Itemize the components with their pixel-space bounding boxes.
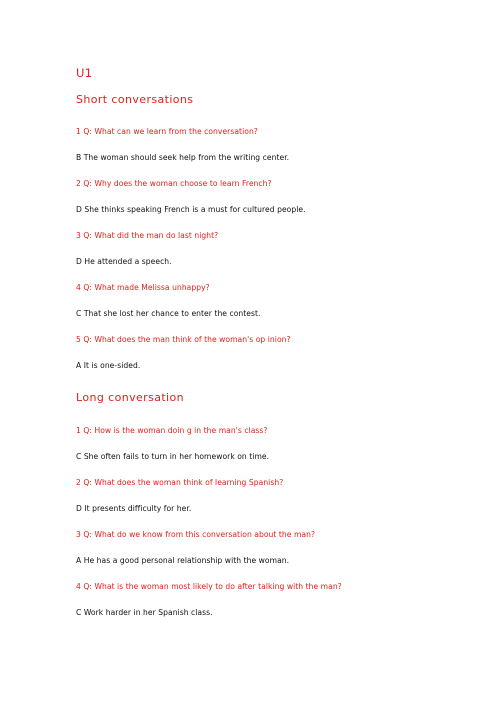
unit-title: U1 — [76, 66, 93, 80]
section-heading-short: Short conversations — [76, 93, 194, 106]
question-text: 4 Q: What is the woman most likely to do after talking with the man? — [76, 582, 342, 591]
answer-text: D It presents difficulty for her. — [76, 504, 192, 513]
question-text: 5 Q: What does the man think of the woman's op inion? — [76, 335, 291, 344]
question-text: 3 Q: What did the man do last night? — [76, 231, 219, 240]
section-heading-long: Long conversation — [76, 391, 185, 404]
question-text: 1 Q: How is the woman doin g in the man's class? — [76, 426, 268, 435]
answer-text: C That she lost her chance to enter the contest. — [76, 309, 261, 318]
answer-text: C She often fails to turn in her homework on time. — [76, 452, 270, 461]
question-text: 3 Q: What do we know from this conversation about the man? — [76, 530, 316, 539]
question-text: 2 Q: What does the woman think of learning Spanish? — [76, 478, 284, 487]
question-text: 4 Q: What made Melissa unhappy? — [76, 283, 210, 292]
question-text: 1 Q: What can we learn from the conversation? — [76, 127, 258, 136]
question-text: 2 Q: Why does the woman choose to learn French? — [76, 179, 272, 188]
answer-text: D He attended a speech. — [76, 257, 172, 266]
answer-text: A It is one-sided. — [76, 361, 141, 370]
answer-text: C Work harder in her Spanish class. — [76, 608, 213, 617]
answer-text: D She thinks speaking French is a must for cultured people. — [76, 205, 306, 214]
answer-text: B The woman should seek help from the writing center. — [76, 153, 290, 162]
answer-text: A He has a good personal relationship with the woman. — [76, 556, 290, 565]
